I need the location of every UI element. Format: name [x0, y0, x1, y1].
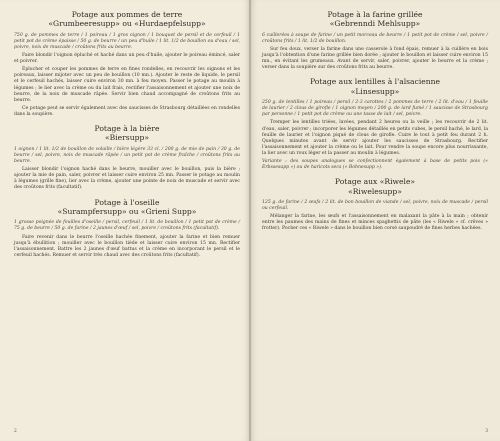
recipe-title: Potage à la farine grillée [327, 10, 423, 19]
page-number: 3 [485, 428, 488, 434]
recipe-ingredients: 6 cuillerées à soupe de farine / un petit morceau de beurre / 1 petit pot de crème / sel, poivre / croûtons frits / 1 lit. 1/2 de bouillon. [262, 32, 488, 44]
recipe-subtitle: «Linsesupp» [350, 86, 400, 96]
recipe-paragraph: Faire revenir dans le beurre l'oseille hachée finement, ajouter la farine et bien remuer jusqu'à ébullition ; mouiller avec le bouillon tiède et laisser cuire environ 15 mn. Rectifier l'assaisonnement. Battre les 2 jaunes d'œuf battus et la crème en incorporant le persil et le cerfeuil hachés. Remuer et servir très chaud avec des croûtons frits (facultatif). [14, 234, 240, 258]
recipe-section [262, 77, 488, 171]
recipe-section [262, 10, 488, 71]
recipe-subtitle: «Riwelesupp» [348, 186, 402, 196]
recipe-paragraph: Faire blondir l'oignon épluché et haché dans un peu d'huile, ajouter le poireau émincé, saler et poivrer. [14, 53, 240, 65]
recipe-ingredients: 1 oignon / 1 lit. 1/2 de bouillon de volaille / bière légère 33 cl. / 200 g. de mie de pain / 30 g. de beurre / sel, poivre, noix de muscade râpée / un petit pot de crème fraîche / croûtons frits au beurre. [14, 146, 240, 165]
recipe-heading [14, 124, 240, 143]
recipe-subtitle: «Surampfersupp» ou «Grieni Supp» [57, 206, 197, 216]
recipe-paragraph: Ce potage peut se servir également avec des saucisses de Strasbourg détaillées en rondelles dans la soupière. [14, 105, 240, 117]
recipe-subtitle: «Gebrenndi Mehlsupp» [329, 19, 421, 29]
page-number: 2 [14, 428, 17, 434]
recipe-paragraph: Sur feu doux, verser la farine dans une casserole à fond épais, remuer à la cuillère en bois jusqu'à l'obtention d'une farine grillée bien dorée ; ajouter le bouillon et laisser cuire environ 15 mn., en évitant les grumeaux. Avant de servir, saler, poivrer, ajouter le beurre et la crème ; verser dans la soupière sur des croûtons frits au beurre. [262, 47, 488, 71]
recipe-section [14, 10, 240, 118]
recipe-paragraph: Mélanger la farine, les œufs et l'assaisonnement en malaxant la pâte à la main ; obtenir entre les paumes des mains de fines et minces spaghettis de pâte (les « Riwele » cf. crêves » frotter). Pocher ces « Riwele » dans le bouillon bien corsé saupoudré de fines herbes hachées. [262, 214, 488, 232]
recipe-heading [14, 10, 240, 29]
recipe-heading [262, 77, 488, 96]
recipe-ingredients: 1 grosse poignée de feuilles d'oseille / persil, cerfeuil / 1 lit. de bouillon / 1 petit pot de crème / 75 g. de beurre / 50 g. de farine / 2 jaunes d'œuf / sel, poivre / croûtons frits (facultatif). [14, 220, 240, 232]
recipe-variant-note: Variante : des soupes analogues se confectionnent également à base de petits pois (« Erbssesupp ») ou de haricots secs (« Bohnesupp »). [262, 159, 488, 171]
recipe-title: Potage aux pommes de terre [71, 10, 183, 19]
recipe-ingredients: 750 g. de pommes de terre / 1 poireau / 1 gros oignon / 1 bouquet de persil et de cerfeuil / 1 petit pot de crème épaisse / 50 g. de beurre / un peu d'huile / 1 lit. 1/2 de bouillon ou d'eau / sel, poivre, noix de muscade / croûtons frits au beurre. [14, 32, 240, 50]
recipe-ingredients: 250 g. de lentilles / 1 poireau / persil / 2-3 carottes / 2 pommes de terre / 2 lit. d'eau / 1 feuille de laurier / 2 clous de girofle / 1 oignon moyen / 200 g. de lard fumé / 1 saucisse de Strasbourg par personne / 1 petit pot de crème ou une tasse de lait / sel, poivre. [262, 100, 488, 118]
recipe-title: Potage à l'oseille [94, 197, 160, 207]
recipe-heading [262, 177, 488, 196]
recipe-paragraph: Tremper les lentilles triées, lavées, pendant 2 heures ou la veille ; les recouvrir de 2 lit. d'eau, saler, poivrer ; incorporer les légumes détaillés en petits cubes, le persil haché, le lard, la feuille de laurier et l'oignon piqué de clous de girofle. Cuire le tout à petit feu durant 2 h. Quelques minutes avant de servir ajouter les saucisses de Strasbourg. Rectifier l'assaisonnement et ajouter la crème ou le lait. Pour rendre la soupe encore plus nourrissante, la lier avec un roux léger et la passer au moulin à légumes. [262, 120, 488, 156]
recipe-section [262, 177, 488, 232]
recipe-subtitle: «Biersupp» [105, 133, 149, 143]
recipe-section [14, 124, 240, 191]
recipe-heading [262, 10, 488, 29]
recipe-title: Potage aux lentilles à l'alsacienne [309, 77, 441, 87]
recipe-paragraph: Éplucher et couper les pommes de terre en fines rondelles, en recouvrir les oignons et les poireaux, laisser mijoter avec un peu de bouillon (10 mn.). Ajouter le reste de liquide, le persil et le cerfeuil hachés, laisser cuire environ 30 mn. à feu moyen. Passer le potage au moulin à légumes ; le lier avec la crème ou du lait frais, rectifier l'assaisonnement et ajouter une noix de beurre, de la noix de muscade râpée. Servir bien chaud accompagné de croûtons frits au beurre. [14, 67, 240, 103]
book-gutter [249, 0, 251, 441]
recipe-title: Potage aux «Riwele» [334, 177, 416, 187]
recipe-heading [14, 198, 240, 217]
recipe-paragraph: Laisser blondir l'oignon haché dans le beurre, mouiller avec le bouillon, puis la bière ; ajouter la mie de pain, saler, poivrer et laisser cuire environ 25 mn. Passer le potage au moulin à légumes (grille fine), lier avec la crème, ajouter une pointe de noix de muscade et servir avec des croûtons frits (facultatif). [14, 167, 240, 191]
right-page [250, 0, 500, 441]
recipe-title: Potage à la bière [94, 124, 160, 134]
recipe-subtitle: «Grumbeeresupp» ou «Hurdaepfelsupp» [48, 19, 206, 29]
recipe-section [14, 198, 240, 259]
recipe-ingredients: 125 g. de farine / 2 œufs / 2 lit. de bon bouillon de viande / sel, poivre, noix de muscade / persil ou cerfeuil. [262, 200, 488, 212]
